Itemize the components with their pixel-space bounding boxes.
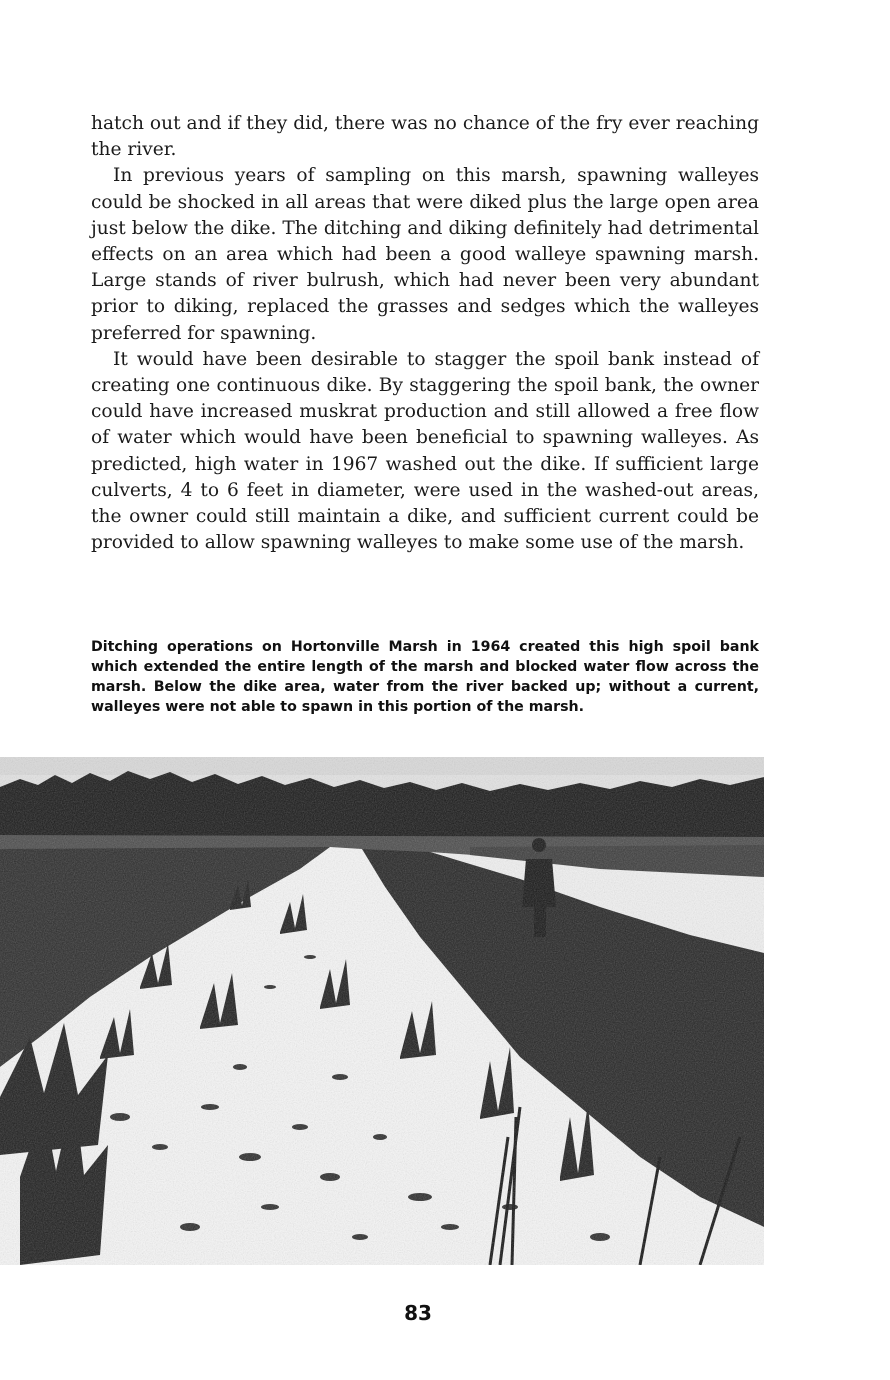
paragraph-continuation: hatch out and if they did, there was no chance of the fry ever reaching the river.	[91, 113, 759, 161]
paragraph-spoil-bank: It would have been desirable to stagger the spoil bank instead of creating one continuous dike. By staggering the spoil bank, the owner could have increased muskrat production and still allowed a free flow of water which would have been beneficial to spawning walleyes. As predicted, high water in 1967 washed out the dike. If sufficient large culverts, 4 to 6 feet in diameter, were used in the washed-out areas, the owner could still maintain a dike, and sufficient current could be provided to allow spawning walleyes to make some use of the marsh.	[91, 348, 759, 554]
page-number: 83	[404, 1301, 432, 1325]
body-text	[91, 111, 759, 556]
marsh-photograph	[0, 757, 764, 1265]
paragraph-sampling: In previous years of sampling on this marsh, spawning walleyes could be shocked in all areas that were diked plus the large open area just below the dike. The ditching and diking definitely had detrimental effects on an area which had been a good walleye spawning marsh. Large stands of river bulrush, which had never been very abundant prior to diking, replaced the grasses and sedges which the walleyes preferred for spawning.	[91, 165, 759, 344]
photo-caption: Ditching operations on Hortonville Marsh in 1964 created this high spoil bank which extended the entire length of the marsh and blocked water flow across the marsh. Below the dike area, water from the river backed up; without a current, walleyes were not able to spawn in this portion of the marsh.	[91, 639, 759, 715]
